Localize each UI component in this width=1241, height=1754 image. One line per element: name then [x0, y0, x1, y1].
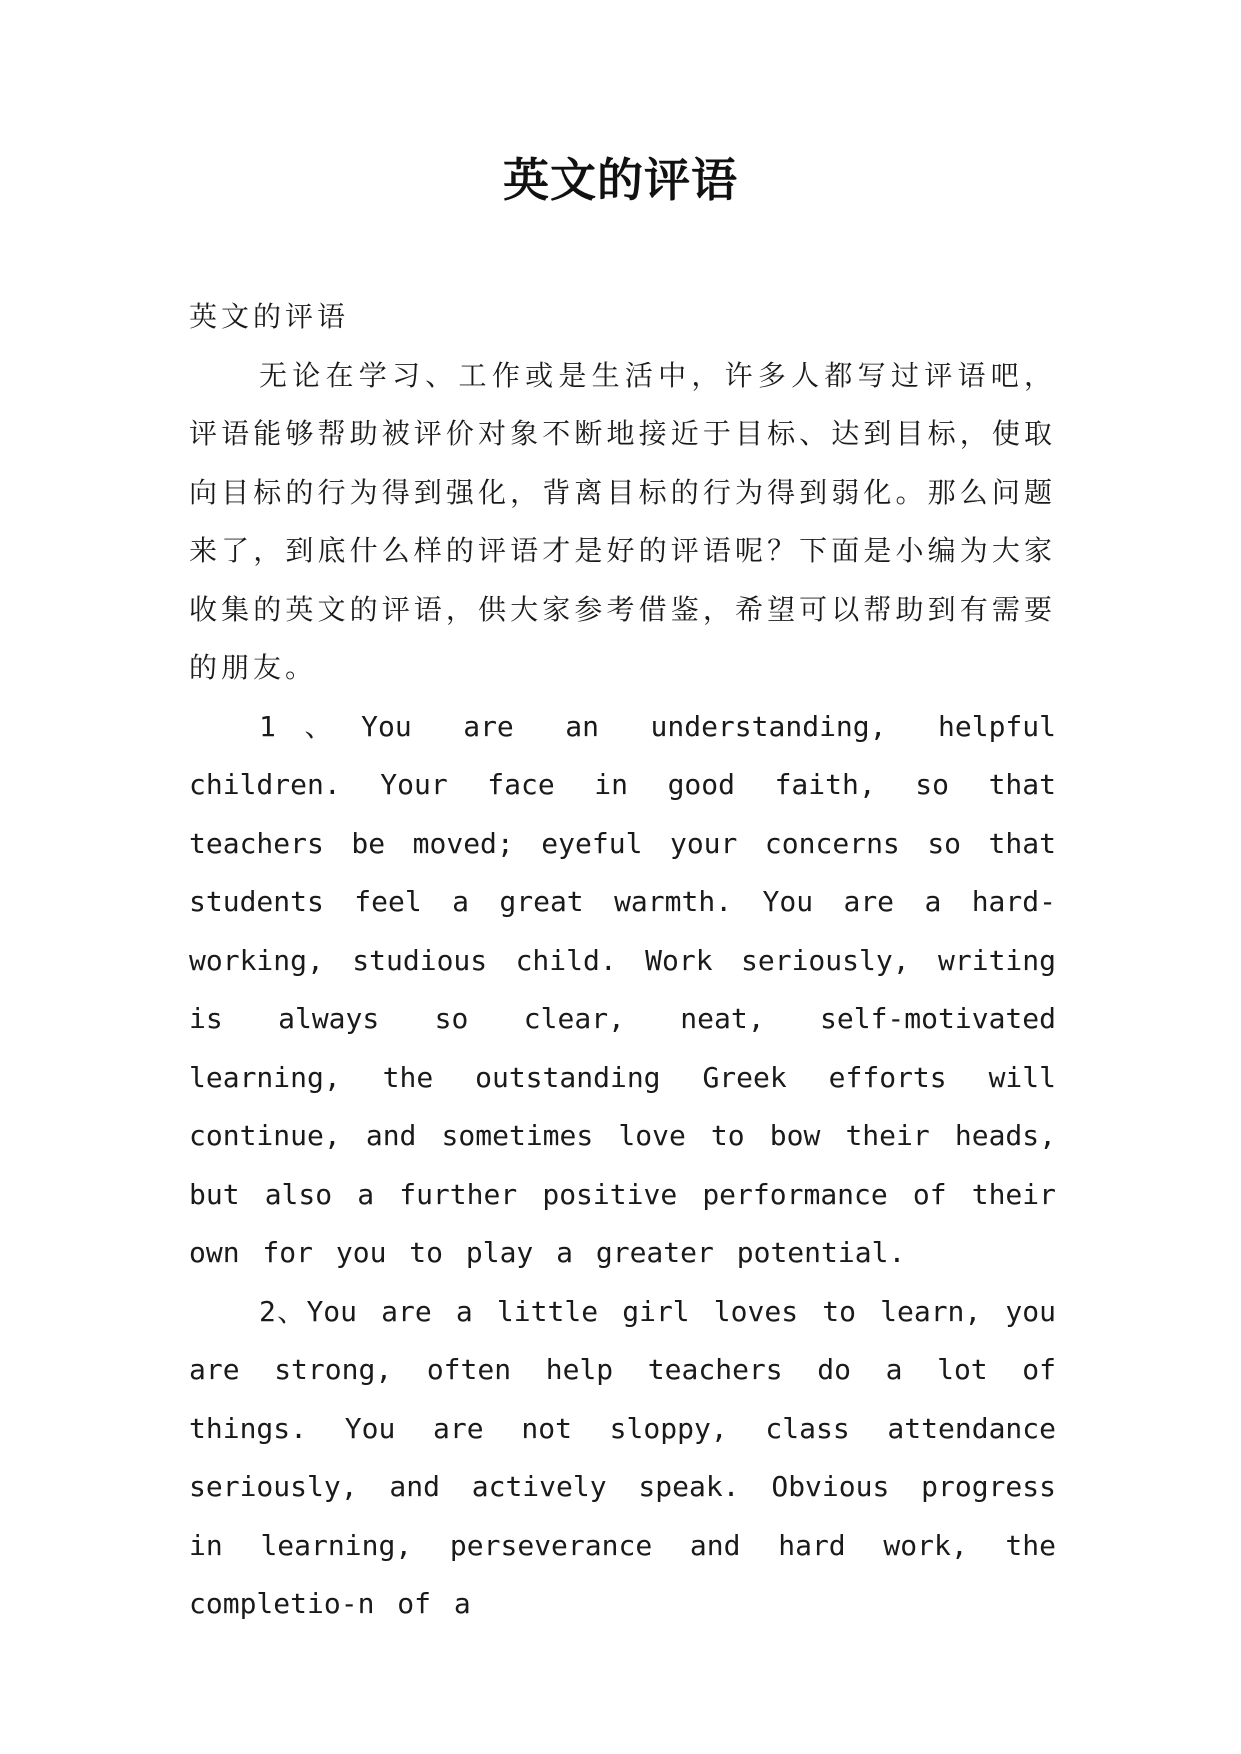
document-title: 英文的评语: [503, 153, 738, 207]
document-subtitle: 英文的评语: [189, 300, 350, 333]
document-body: [189, 288, 1056, 1634]
comment-paragraph-1: 1、You are an understanding, helpful children. Your face in good faith, so that teachers be moved; eyeful your concerns so that students feel a great warmth. You are a hard-working, studious child. Work seriously, writing is always so clear, neat, self-motivated learning, the outstanding Greek efforts will continue, and sometimes love to bow their heads, but also a further positive performance of their own for you to play a greater potential.: [189, 709, 1056, 1269]
comment-paragraph-2: 2、You are a little girl loves to learn, you are strong, often help teachers do a lot of things. You are not sloppy, class attendance seriously, and actively speak. Obvious progress in learning, perseverance and hard work, the completio-n of a: [189, 1294, 1056, 1620]
intro-paragraph: 无论在学习、工作或是生活中，许多人都写过评语吧，评语能够帮助被评价对象不断地接近于目标、达到目标，使取向目标的行为得到强化，背离目标的行为得到弱化。那么问题来了，到底什么样的评语才是好的评语呢？下面是小编为大家收集的英文的评语，供大家参考借鉴，希望可以帮助到有需要的朋友。: [189, 358, 1056, 684]
